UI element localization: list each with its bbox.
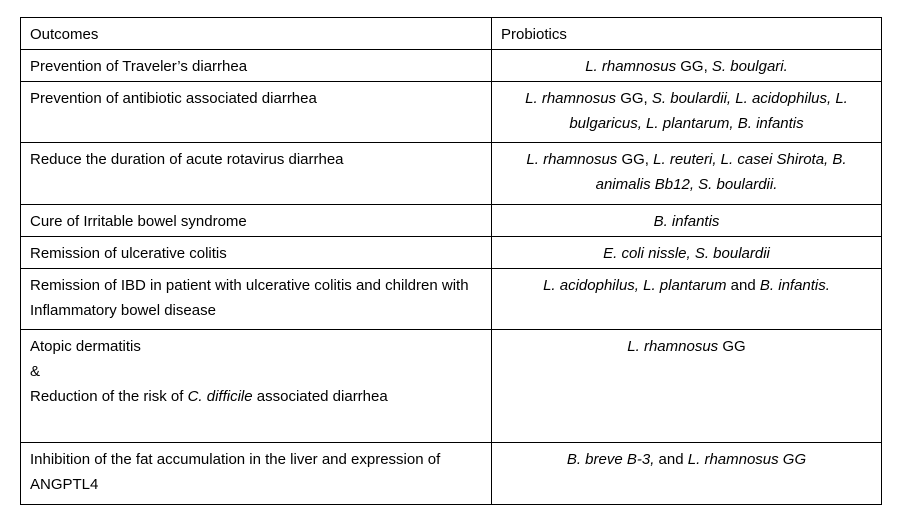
outcome-cell: Inhibition of the fat accumulation in the liver and expression of ANGPTL4	[21, 443, 492, 505]
probiotics-cell	[492, 82, 882, 143]
italic-text-run: S. boulardii, L. acidophilus, L. bulgaricus, L. plantarum, B. infantis	[569, 90, 848, 132]
italic-text-run: L. rhamnosus GG	[687, 451, 807, 468]
table-row	[21, 82, 882, 143]
italic-text-run: B. breve B-3,	[566, 451, 655, 468]
outcomes-probiotics-table	[20, 17, 882, 505]
plain-text-run: Reduction of the risk of	[30, 388, 188, 405]
plain-text-run: GG,	[616, 90, 652, 107]
table-header-row	[21, 18, 882, 50]
table-row	[21, 237, 882, 269]
italic-text-run: B. infantis	[653, 213, 720, 230]
probiotics-cell	[492, 143, 882, 205]
table-row	[21, 143, 882, 205]
italic-text-run: E. coli nissle, S. boulardii	[603, 245, 770, 262]
outcome-cell: Reduce the duration of acute rotavirus diarrhea	[21, 143, 492, 205]
table-row	[21, 330, 882, 443]
plain-text-run: GG,	[676, 58, 712, 75]
outcome-cell: Prevention of Traveler’s diarrhea	[21, 50, 492, 82]
italic-text-run: L. reuteri, L. casei Shirota, B. animalis Bb12, S. boulardii.	[595, 151, 847, 193]
outcome-line	[30, 384, 482, 409]
outcome-cell: Remission of ulcerative colitis	[21, 237, 492, 269]
probiotics-cell	[492, 205, 882, 237]
outcome-cell: Cure of Irritable bowel syndrome	[21, 205, 492, 237]
probiotics-cell	[492, 237, 882, 269]
probiotics-cell	[492, 443, 882, 505]
probiotics-cell	[492, 330, 882, 443]
header-outcomes: Outcomes	[21, 18, 492, 50]
italic-text-run: L. rhamnosus	[585, 58, 677, 75]
plain-text-run: GG,	[617, 151, 654, 168]
probiotics-cell	[492, 269, 882, 330]
probiotics-cell	[492, 50, 882, 82]
italic-text-run: L. rhamnosus	[526, 151, 618, 168]
italic-text-run: L. acidophilus, L. plantarum	[543, 277, 727, 294]
table-row	[21, 443, 882, 505]
plain-text-run: and	[726, 277, 760, 294]
outcome-cell	[21, 330, 492, 443]
table-body	[21, 18, 882, 505]
header-probiotics: Probiotics	[492, 18, 882, 50]
italic-text-run: L. rhamnosus	[627, 338, 719, 355]
outcome-line	[30, 359, 482, 384]
table-row	[21, 205, 882, 237]
italic-text-run: B. infantis.	[759, 277, 830, 294]
plain-text-run: GG	[718, 338, 746, 355]
italic-text-run: L. rhamnosus	[525, 90, 617, 107]
plain-text-run: associated diarrhea	[252, 388, 388, 405]
table-row	[21, 50, 882, 82]
plain-text-run: &	[30, 363, 41, 380]
plain-text-run: Atopic dermatitis	[30, 338, 141, 355]
italic-text-run: C. difficile	[187, 388, 253, 405]
outcome-cell: Remission of IBD in patient with ulcerative colitis and children with Inflammatory bowel disease	[21, 269, 492, 330]
outcome-line	[30, 334, 482, 359]
italic-text-run: S. boulgari.	[711, 58, 788, 75]
outcome-cell: Prevention of antibiotic associated diarrhea	[21, 82, 492, 143]
plain-text-run: and	[654, 451, 688, 468]
table-row	[21, 269, 882, 330]
